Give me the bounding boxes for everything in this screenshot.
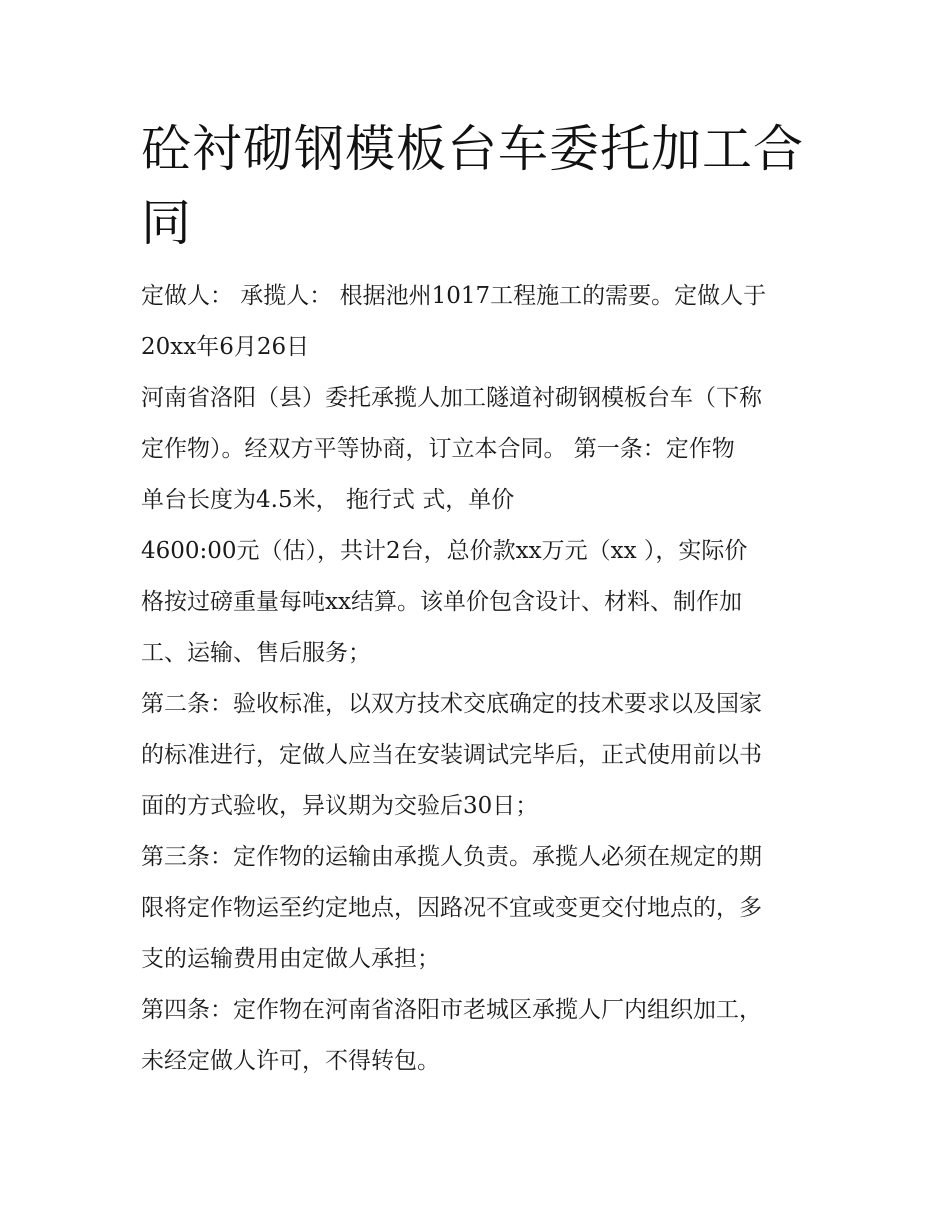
document-content — [141, 112, 821, 1087]
document-title — [141, 112, 821, 260]
text-line: 未经定做人许可，不得转包。 — [141, 1048, 440, 1074]
document-title-line: 同 — [141, 194, 192, 252]
text-line: 限将定作物运至约定地点，因路况不宜或变更交付地点的，多 — [141, 895, 762, 921]
text-line: 工、运输、售后服务； — [141, 640, 371, 666]
text-line: 第二条：验收标准，以双方技术交底确定的技术要求以及国家 — [141, 691, 762, 717]
text-line: 20xx年6月26日 — [141, 334, 310, 360]
text-line: 定做人： 承揽人： 根据池州1017工程施工的需要。定做人于 — [141, 283, 767, 309]
document-body — [141, 271, 821, 1087]
text-line: 格按过磅重量每吨xx结算。该单价包含设计、材料、制作加 — [141, 589, 742, 615]
document-title-line: 砼衬砌钢模板台车委托加工合 — [141, 120, 804, 178]
text-line: 的标准进行，定做人应当在安装调试完毕后，正式使用前以书 — [141, 742, 762, 768]
text-line: 单台长度为4.5米， 拖行式 式，单价 — [141, 487, 515, 513]
text-line: 面的方式验收，异议期为交验后30日； — [141, 793, 539, 819]
text-line: 河南省洛阳（县）委托承揽人加工隧道衬砌钢模板台车（下称 — [141, 385, 762, 411]
text-line: 第四条：定作物在河南省洛阳市老城区承揽人厂内组织加工， — [141, 997, 762, 1023]
text-line: 支的运输费用由定做人承担； — [141, 946, 440, 972]
text-line: 定作物）。经双方平等协商，订立本合同。 第一条：定作物 — [141, 436, 735, 462]
text-line: 4600:00元（估），共计2台，总价款xx万元（xx ），实际价 — [141, 538, 748, 564]
text-line: 第三条：定作物的运输由承揽人负责。承揽人必须在规定的期 — [141, 844, 762, 870]
